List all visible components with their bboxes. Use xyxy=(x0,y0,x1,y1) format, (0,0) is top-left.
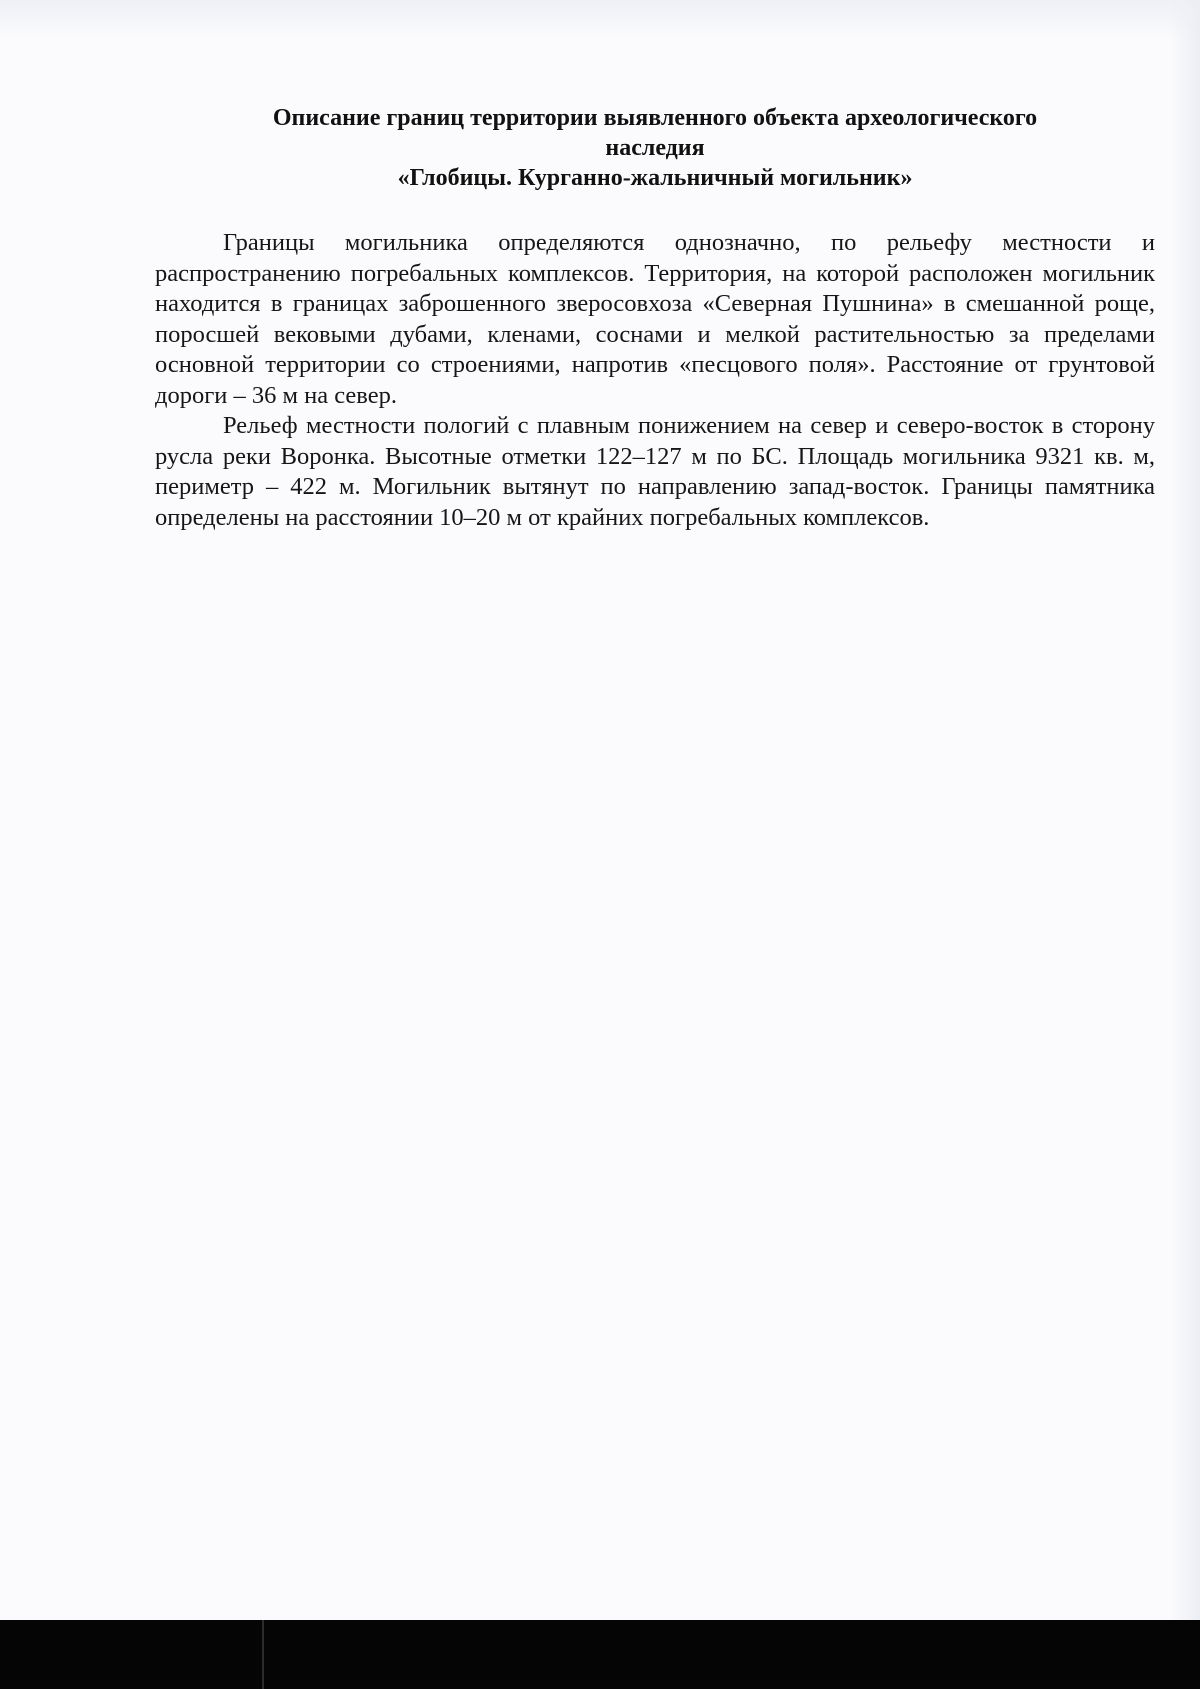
scan-bottom-edge xyxy=(0,1620,1200,1689)
document-body xyxy=(155,228,1155,533)
document-title xyxy=(150,103,1160,193)
paragraph-1: Границы могильника определяются однозначно, по рельефу местности и распространению погребальных комплексов. Территория, на которой расположен могильник находится в границах заброшенного зверосовхоза «Северная Пушнина» в смешанной роще, поросшей вековыми дубами, кленами, соснами и мелкой растительностью за пределами основной территории со строениями, напротив «песцового поля». Расстояние от грунтовой дороги – 36 м на север. xyxy=(155,229,1155,409)
paragraph-2: Рельеф местности пологий с плавным понижением на север и северо-восток в сторону русла реки Воронка. Высотные отметки 122–127 м по БС. Площадь могильника 9321 кв. м, периметр – 422 м. Могильник вытянут по направлению запад-восток. Границы памятника определены на расстоянии 10–20 м от крайних погребальных комплексов. xyxy=(155,412,1155,531)
title-line-1: Описание границ территории выявленного объекта археологического xyxy=(272,105,1038,131)
scan-edge-divider xyxy=(262,1620,264,1689)
title-line-3: «Глобицы. Курганно-жальничный могильник» xyxy=(397,165,913,191)
title-line-2: наследия xyxy=(605,135,705,161)
